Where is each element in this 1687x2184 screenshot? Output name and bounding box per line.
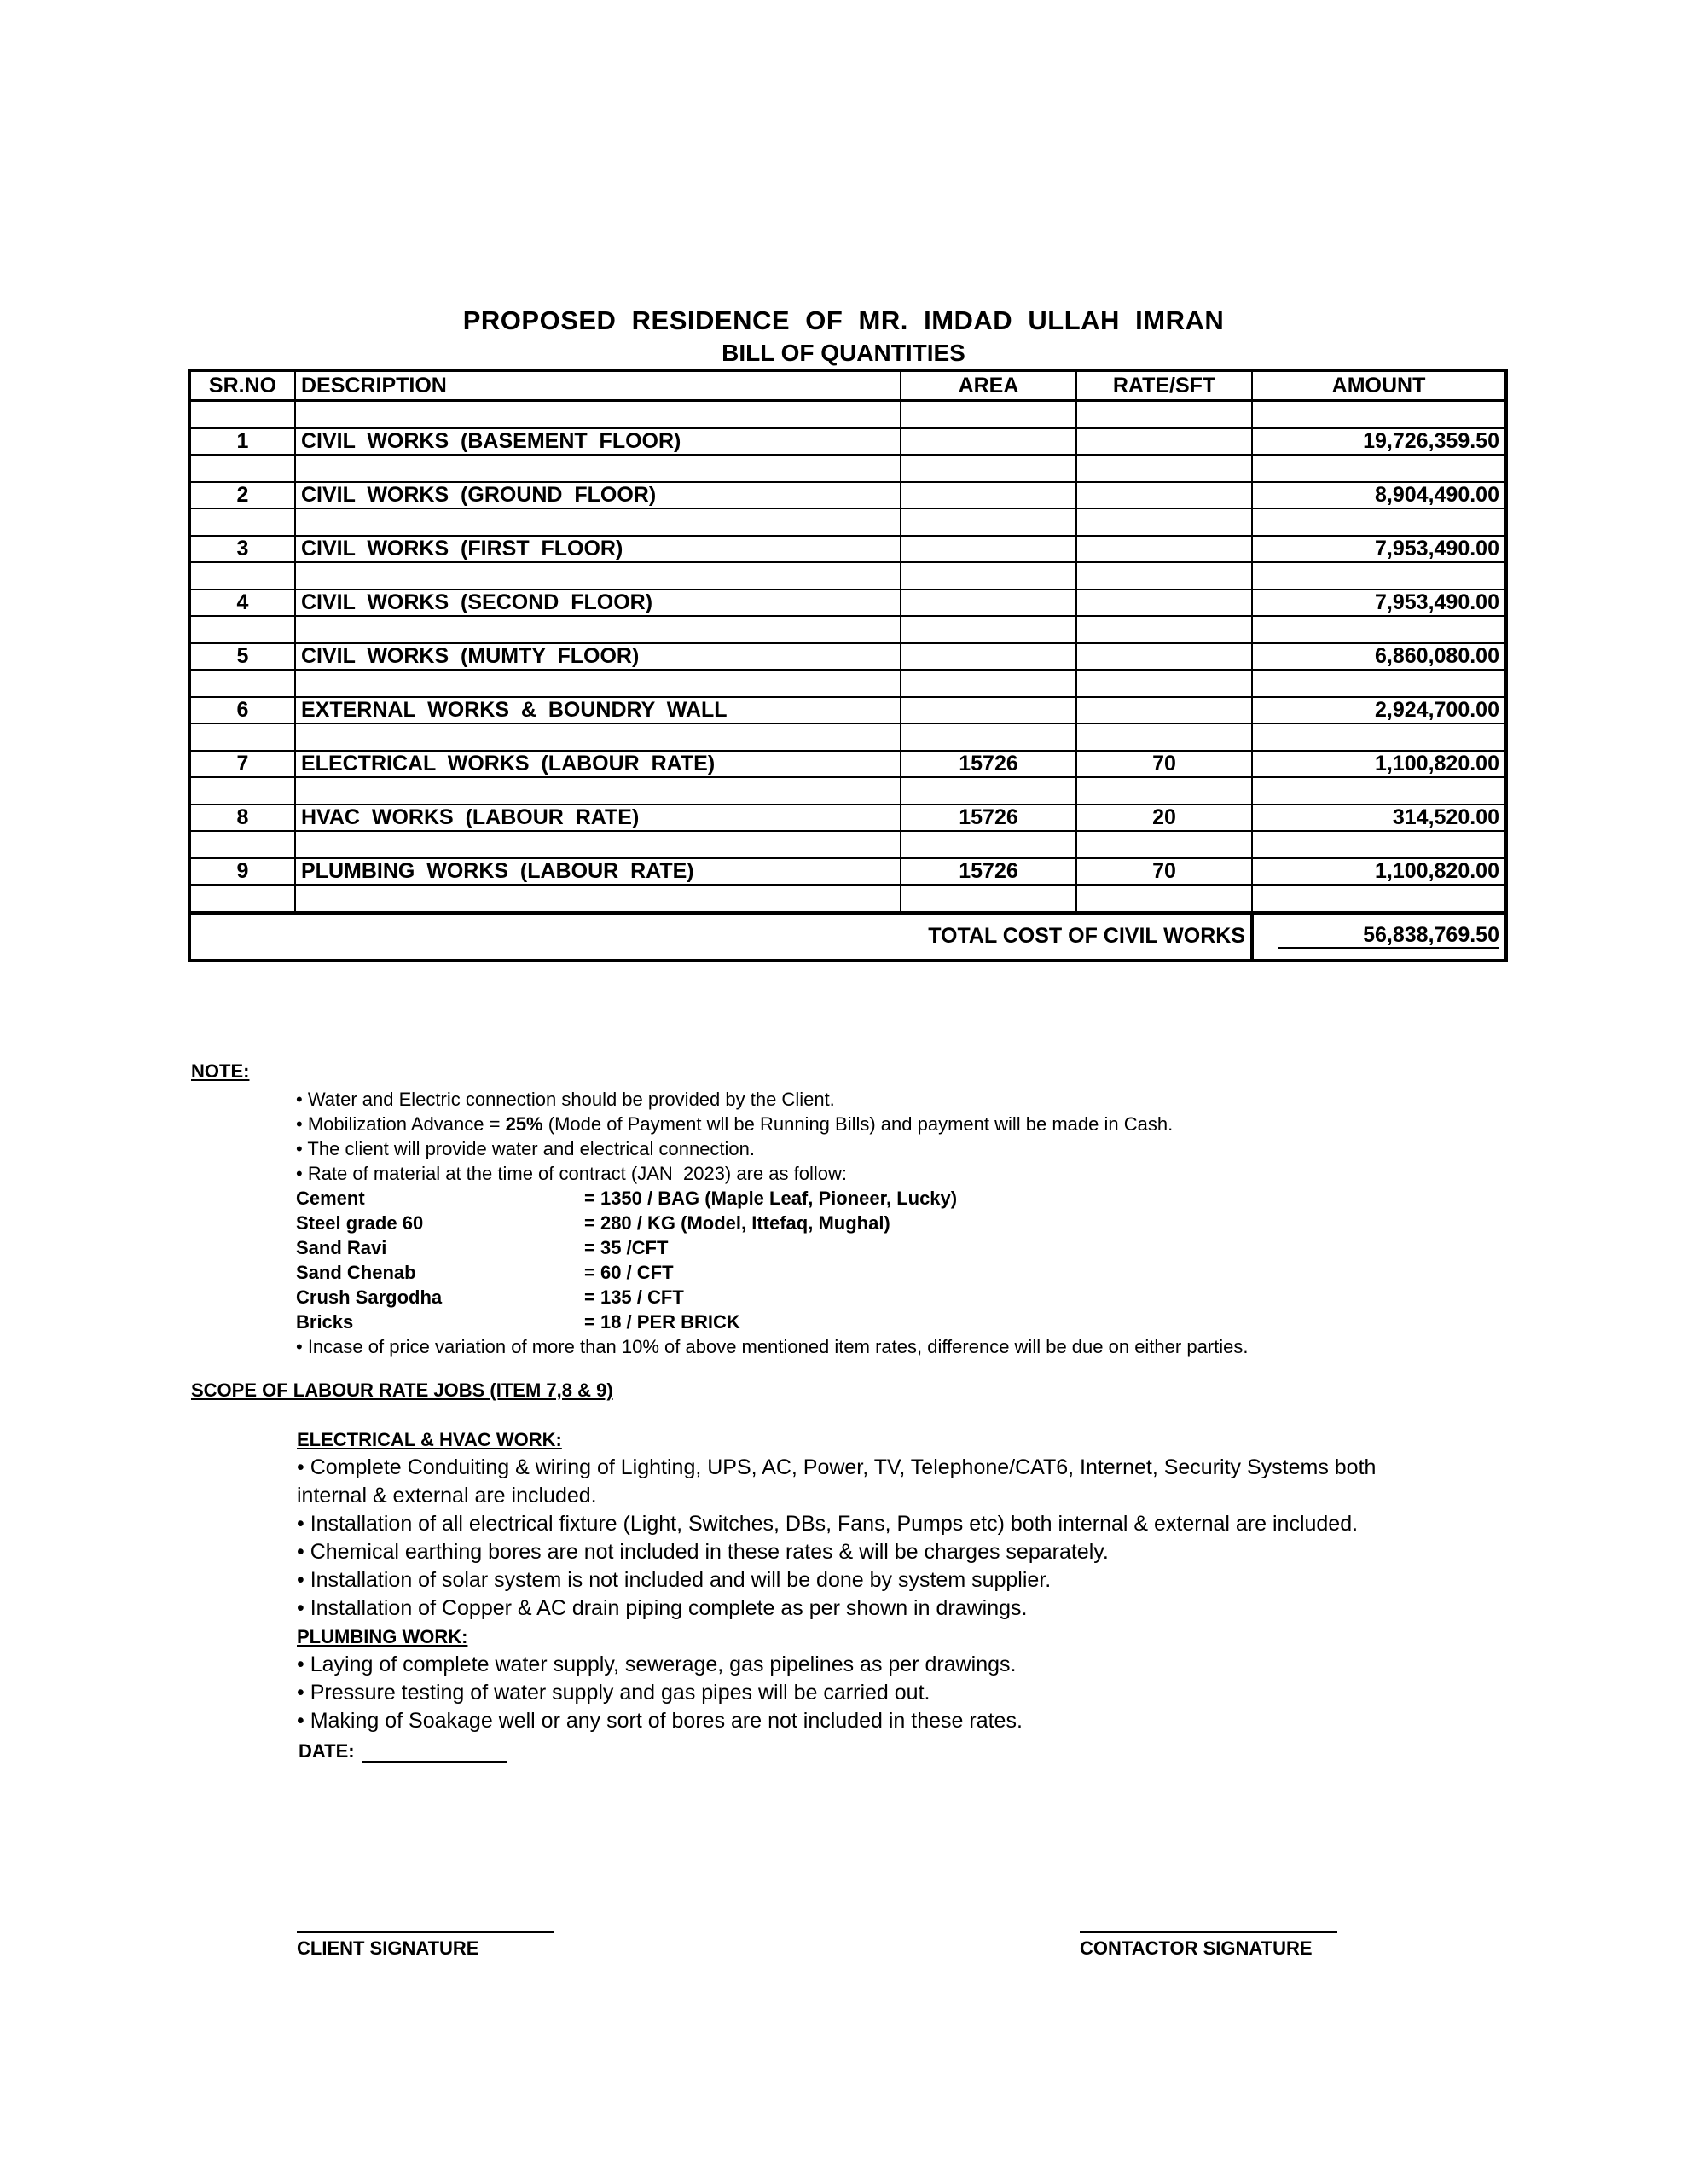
empty-cell: [1252, 562, 1506, 590]
table-row: [189, 428, 1506, 456]
material-rate: = 135 / CFT: [584, 1287, 684, 1308]
empty-cell: [295, 723, 901, 751]
material-rates-list: [296, 1186, 1533, 1334]
spacer-row: [189, 831, 1506, 858]
material-rate: = 18 / PER BRICK: [584, 1311, 740, 1333]
material-name: Steel grade 60: [296, 1212, 424, 1234]
total-label: TOTAL COST OF CIVIL WORKS: [189, 913, 1252, 961]
table-header-row: [189, 370, 1506, 401]
empty-cell: [295, 508, 901, 536]
total-row: [189, 913, 1506, 961]
empty-cell: [1076, 562, 1252, 590]
table-row: [189, 858, 1506, 886]
empty-cell: [1252, 777, 1506, 804]
scope-item: internal & external are included.: [297, 1484, 597, 1507]
column-header-rate: RATE/SFT: [1076, 370, 1252, 401]
note-item: • The client will provide water and electrical connection.: [296, 1138, 756, 1159]
cell-rate: 20: [1076, 804, 1252, 832]
empty-cell: [901, 562, 1076, 590]
material-name: Bricks: [296, 1311, 354, 1333]
empty-cell: [1252, 455, 1506, 482]
material-rate-row: [296, 1260, 1533, 1285]
empty-cell: [189, 670, 295, 697]
empty-cell: [1076, 401, 1252, 428]
empty-cell: [901, 401, 1076, 428]
scope-item: • Installation of all electrical fixture (Light, Switches, DBs, Fans, Pumps etc) both internal & external are included.: [297, 1512, 1359, 1536]
empty-cell: [189, 401, 295, 428]
cell-srno: 3: [189, 536, 295, 563]
empty-cell: [901, 831, 1076, 858]
cell-description: CIVIL WORKS (BASEMENT FLOOR): [295, 428, 901, 456]
cell-amount: 19,726,359.50: [1252, 428, 1506, 456]
advance-suffix: (Mode of Payment wll be Running Bills) and payment will be made in Cash.: [542, 1113, 1174, 1135]
spacer-row: [189, 455, 1506, 482]
material-name: Crush Sargodha: [296, 1287, 443, 1308]
advance-prefix: • Mobilization Advance =: [296, 1113, 506, 1135]
scope-item: • Installation of Copper & AC drain piping complete as per shown in drawings.: [297, 1596, 1028, 1620]
empty-cell: [1252, 616, 1506, 643]
cell-rate: [1076, 482, 1252, 509]
empty-cell: [901, 723, 1076, 751]
empty-cell: [295, 831, 901, 858]
material-rate-row: [296, 1285, 1533, 1310]
cell-area: [901, 536, 1076, 563]
empty-cell: [189, 508, 295, 536]
empty-cell: [1252, 401, 1506, 428]
empty-cell: [295, 885, 901, 913]
spacer-row: [189, 723, 1506, 751]
date-field: [299, 1740, 507, 1763]
total-amount-cell: [1252, 913, 1506, 961]
cell-srno: 9: [189, 858, 295, 886]
empty-cell: [901, 885, 1076, 913]
spacer-row: [189, 777, 1506, 804]
column-header-description: DESCRIPTION: [295, 370, 901, 401]
empty-cell: [1076, 670, 1252, 697]
cell-description: EXTERNAL WORKS & BOUNDRY WALL: [295, 697, 901, 724]
scope-item: • Laying of complete water supply, sewerage, gas pipelines as per drawings.: [297, 1653, 1017, 1676]
cell-rate: [1076, 643, 1252, 671]
empty-cell: [189, 616, 295, 643]
empty-cell: [295, 777, 901, 804]
table-row: [189, 590, 1506, 617]
cell-srno: 1: [189, 428, 295, 456]
material-rate-row: [296, 1235, 1533, 1260]
scope-item: • Installation of solar system is not included and will be done by system supplier.: [297, 1568, 1052, 1592]
empty-cell: [1252, 831, 1506, 858]
empty-cell: [1252, 508, 1506, 536]
empty-cell: [1076, 777, 1252, 804]
cell-area: 15726: [901, 751, 1076, 778]
empty-cell: [295, 455, 901, 482]
cell-amount: 6,860,080.00: [1252, 643, 1506, 671]
cell-rate: 70: [1076, 751, 1252, 778]
material-rate: = 280 / KG (Model, Ittefaq, Mughal): [584, 1212, 890, 1234]
notes-block: [296, 1087, 1533, 1359]
spacer-row: [189, 885, 1506, 913]
empty-cell: [1252, 723, 1506, 751]
spacer-row: [189, 616, 1506, 643]
cell-srno: 5: [189, 643, 295, 671]
cell-description: CIVIL WORKS (GROUND FLOOR): [295, 482, 901, 509]
note-heading: NOTE:: [191, 1060, 250, 1082]
empty-cell: [189, 723, 295, 751]
cell-rate: [1076, 590, 1252, 617]
plumbing-items-list: [297, 1651, 1491, 1735]
empty-cell: [295, 616, 901, 643]
empty-cell: [1252, 670, 1506, 697]
cell-srno: 8: [189, 804, 295, 832]
cell-srno: 6: [189, 697, 295, 724]
empty-cell: [189, 455, 295, 482]
empty-cell: [1076, 616, 1252, 643]
spacer-row: [189, 508, 1506, 536]
bill-of-quantities-table: [188, 369, 1508, 962]
total-amount: 56,838,769.50: [1278, 924, 1499, 949]
advance-value: 25%: [505, 1113, 543, 1135]
table-row: [189, 751, 1506, 778]
cell-area: 15726: [901, 858, 1076, 886]
electrical-items-list: [297, 1454, 1491, 1623]
document-subtitle: BILL OF QUANTITIES: [722, 340, 965, 366]
scope-section: [297, 1426, 1491, 1735]
table-row: [189, 643, 1506, 671]
electrical-hvac-heading: ELECTRICAL & HVAC WORK:: [297, 1429, 562, 1450]
cell-amount: 1,100,820.00: [1252, 751, 1506, 778]
cell-description: ELECTRICAL WORKS (LABOUR RATE): [295, 751, 901, 778]
note-item-variation: • Incase of price variation of more than 10% of above mentioned item rates, difference will be due on either parties.: [296, 1336, 1249, 1357]
material-rate: = 1350 / BAG (Maple Leaf, Pioneer, Lucky): [584, 1188, 958, 1209]
cell-amount: 7,953,490.00: [1252, 590, 1506, 617]
plumbing-heading: PLUMBING WORK:: [297, 1626, 468, 1647]
material-rate: = 35 /CFT: [584, 1237, 669, 1258]
cell-srno: 7: [189, 751, 295, 778]
column-header-srno: SR.NO: [189, 370, 295, 401]
cell-rate: [1076, 536, 1252, 563]
empty-cell: [189, 831, 295, 858]
empty-cell: [295, 401, 901, 428]
empty-cell: [901, 777, 1076, 804]
empty-cell: [901, 616, 1076, 643]
cell-amount: 2,924,700.00: [1252, 697, 1506, 724]
empty-cell: [1252, 885, 1506, 913]
material-rate-row: [296, 1211, 1533, 1235]
scope-item: • Making of Soakage well or any sort of bores are not included in these rates.: [297, 1709, 1023, 1733]
client-signature-line: [297, 1931, 554, 1933]
empty-cell: [189, 777, 295, 804]
empty-cell: [295, 562, 901, 590]
column-header-amount: AMOUNT: [1252, 370, 1506, 401]
spacer-row: [189, 670, 1506, 697]
spacer-row: [189, 401, 1506, 428]
cell-srno: 4: [189, 590, 295, 617]
cell-rate: [1076, 697, 1252, 724]
scope-item: • Chemical earthing bores are not included in these rates & will be charges separately.: [297, 1540, 1109, 1564]
cell-description: CIVIL WORKS (MUMTY FLOOR): [295, 643, 901, 671]
table-row: [189, 536, 1506, 563]
document-title: PROPOSED RESIDENCE OF MR. IMDAD ULLAH IMRAN: [462, 305, 1225, 335]
material-name: Cement: [296, 1188, 365, 1209]
scope-heading: SCOPE OF LABOUR RATE JOBS (ITEM 7,8 & 9): [191, 1380, 613, 1401]
material-name: Sand Chenab: [296, 1262, 416, 1283]
empty-cell: [189, 885, 295, 913]
table-row: [189, 482, 1506, 509]
table-row: [189, 697, 1506, 724]
contractor-signature-line: [1080, 1931, 1337, 1933]
cell-rate: [1076, 428, 1252, 456]
table-row: [189, 804, 1506, 832]
cell-area: 15726: [901, 804, 1076, 832]
cell-description: PLUMBING WORKS (LABOUR RATE): [295, 858, 901, 886]
empty-cell: [1076, 831, 1252, 858]
cell-srno: 2: [189, 482, 295, 509]
material-rate: = 60 / CFT: [584, 1262, 674, 1283]
cell-description: CIVIL WORKS (SECOND FLOOR): [295, 590, 901, 617]
cell-description: HVAC WORKS (LABOUR RATE): [295, 804, 901, 832]
column-header-area: AREA: [901, 370, 1076, 401]
empty-cell: [295, 670, 901, 697]
cell-amount: 8,904,490.00: [1252, 482, 1506, 509]
empty-cell: [189, 562, 295, 590]
empty-cell: [1076, 885, 1252, 913]
empty-cell: [1076, 723, 1252, 751]
material-name: Sand Ravi: [296, 1237, 387, 1258]
material-rate-row: [296, 1310, 1533, 1334]
cell-description: CIVIL WORKS (FIRST FLOOR): [295, 536, 901, 563]
note-item: • Rate of material at the time of contract (JAN 2023) are as follow:: [296, 1163, 847, 1184]
scope-item: • Pressure testing of water supply and gas pipes will be carried out.: [297, 1681, 930, 1705]
cell-area: [901, 643, 1076, 671]
cell-amount: 7,953,490.00: [1252, 536, 1506, 563]
scope-item: • Complete Conduiting & wiring of Lighting, UPS, AC, Power, TV, Telephone/CAT6, Internet, Security Systems both: [297, 1455, 1377, 1479]
cell-amount: 1,100,820.00: [1252, 858, 1506, 886]
cell-area: [901, 590, 1076, 617]
cell-area: [901, 428, 1076, 456]
contractor-signature-label: CONTACTOR SIGNATURE: [1080, 1937, 1313, 1959]
spacer-row: [189, 562, 1506, 590]
empty-cell: [901, 455, 1076, 482]
cell-rate: 70: [1076, 858, 1252, 886]
cell-area: [901, 697, 1076, 724]
client-signature-label: CLIENT SIGNATURE: [297, 1937, 479, 1959]
empty-cell: [1076, 455, 1252, 482]
cell-amount: 314,520.00: [1252, 804, 1506, 832]
date-label: DATE:: [299, 1740, 355, 1762]
empty-cell: [1076, 508, 1252, 536]
material-rate-row: [296, 1186, 1533, 1211]
note-item-advance: [296, 1112, 1533, 1136]
table-body: [189, 401, 1506, 913]
empty-cell: [901, 508, 1076, 536]
empty-cell: [901, 670, 1076, 697]
cell-area: [901, 482, 1076, 509]
note-item: • Water and Electric connection should be provided by the Client.: [296, 1089, 835, 1110]
date-blank-line: [362, 1744, 507, 1763]
